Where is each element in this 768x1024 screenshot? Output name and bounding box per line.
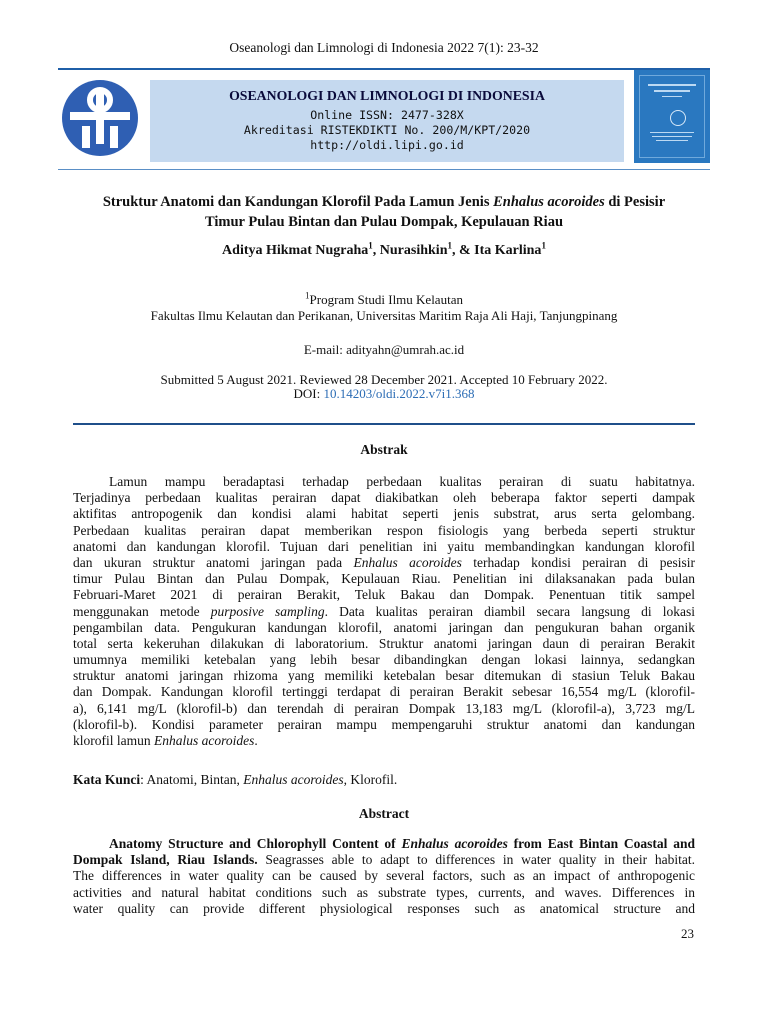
- text-line: [73, 523, 695, 539]
- text-run: terhadap kondisi perairan di pesisir: [461, 554, 695, 570]
- text-run: Anatomy Structure and Chlorophyll Content of: [109, 836, 402, 851]
- text-run: Lamun mampu beradaptasi terhadap perbedaan kualitas perairan di suatu habitatnya.: [109, 474, 695, 489]
- author-affiliation-marker: 1: [541, 240, 546, 251]
- journal-accreditation: Akreditasi RISTEKDIKTI No. 200/M/KPT/2020: [243, 123, 531, 137]
- text-run: The differences in water quality can be caused by several factors, such as an impact of anthropogenic: [73, 868, 695, 884]
- abstrak-body: [73, 474, 695, 749]
- doi-line: [0, 386, 768, 402]
- title-line-2: Timur Pulau Bintan dan Pulau Dompak, Kepulauan Riau: [204, 214, 564, 230]
- text-run: .: [254, 733, 258, 748]
- text-line: [73, 490, 695, 506]
- italic-term: Enhalus acoroides: [401, 836, 508, 851]
- text-run: umumnya memiliki ketebalan yang lebih besar dibandingkan dengan lokasi lainnya, sedangkan: [73, 652, 695, 668]
- journal-banner: [150, 80, 624, 162]
- text-run: water quality can provide different physiological responses such as anatomical structure and: [73, 900, 695, 916]
- text-line: [73, 506, 695, 522]
- text-run: Seagrasses able to adapt to differences in water quality in their habitat.: [257, 852, 695, 868]
- text-line: [73, 555, 695, 571]
- affiliation-marker: 1: [305, 290, 310, 301]
- text-line: [73, 836, 695, 852]
- author-separator: ,: [372, 243, 380, 258]
- text-line: [73, 701, 695, 717]
- text-line: [73, 733, 695, 749]
- header-bottom-rule: [58, 169, 710, 170]
- journal-url[interactable]: http://oldi.lipi.go.id: [310, 138, 464, 152]
- text-line: [73, 668, 695, 684]
- text-line: [73, 604, 695, 620]
- text-line: [73, 717, 695, 733]
- keywords-italic: Enhalus acoroides: [243, 772, 344, 787]
- journal-cover-thumbnail: [634, 70, 710, 163]
- text-line: [73, 636, 695, 652]
- header-rule: [58, 68, 710, 70]
- text-run: total serta kekeruhan dilakukan di laboratorium. Struktur anatomi jaringan daun di perairan Berakit: [73, 635, 695, 651]
- keywords-label: Kata Kunci: [73, 772, 141, 787]
- affiliation-program-text: Program Studi Ilmu Kelautan: [309, 292, 463, 307]
- text-run: pengambilan data. Pengukuran kandungan klorofil, anatomi jaringan dan pengukuran bahan organik: [73, 619, 695, 635]
- text-line: [73, 684, 695, 700]
- keywords-text: : Anatomi, Bintan,: [140, 772, 244, 787]
- text-run: struktur anatomi jaringan rhizoma yang memiliki ketebalan besar ditemukan di stasiun Teluk Bakau: [73, 668, 695, 684]
- text-line: [73, 571, 695, 587]
- text-run: klorofil lamun: [73, 733, 154, 748]
- text-run: (klorofil-b). Kondisi parameter perairan mampu mempengaruhi struktur anatomi dan kandungan: [73, 716, 695, 732]
- text-run: Februari-Maret 2021 di perairan Berakit, Teluk Bakau dan Dompak. Penentuan titik sampel: [73, 587, 695, 603]
- keywords: [73, 772, 695, 788]
- abstract-body: [73, 836, 695, 917]
- text-line: [73, 474, 695, 490]
- text-line: [73, 901, 695, 917]
- author-affiliation-marker: 1: [368, 240, 373, 251]
- affiliation-faculty: Fakultas Ilmu Kelautan dan Perikanan, Universitas Maritim Raja Ali Haji, Tanjungpinang: [150, 308, 618, 323]
- page-number: 23: [681, 926, 694, 941]
- text-run: . Data kualitas perairan diambil secara langsung di lokasi: [324, 603, 696, 619]
- author-name: Ita Karlina: [474, 243, 542, 258]
- title-part: di Pesisir: [604, 194, 666, 210]
- text-run: timur Pulau Bintan dan Pulau Dompak, Kepulauan Riau. Penelitian ini dilaksanakan pada bulan: [73, 571, 695, 587]
- italic-term: Enhalus acoroides: [353, 554, 462, 570]
- text-line: [73, 868, 695, 884]
- text-run: menggunakan metode: [73, 603, 211, 619]
- author-name: Nurasihkin: [379, 243, 448, 258]
- journal-logo-icon: [60, 78, 140, 158]
- abstract-heading: Abstract: [358, 806, 410, 821]
- affiliation-program: [0, 292, 768, 308]
- text-run: dan ukuran struktur anatomi jaringan pada: [73, 554, 354, 570]
- keywords-text: , Klorofil.: [343, 772, 398, 787]
- abstrak-heading: Abstrak: [360, 442, 408, 457]
- title-part: Struktur Anatomi dan Kandungan Klorofil Pada Lamun Jenis: [102, 194, 494, 210]
- text-line: [73, 652, 695, 668]
- italic-term: Enhalus acoroides: [154, 733, 255, 748]
- text-line: [73, 620, 695, 636]
- running-head: Oseanologi dan Limnologi di Indonesia 2022 7(1): 23-32: [229, 40, 539, 55]
- text-line: [73, 587, 695, 603]
- journal-name: OSEANOLOGI DAN LIMNOLOGI DI INDONESIA: [229, 88, 545, 103]
- text-run: anatomi dan kandungan klorofil. Tujuan dari penelitian ini yaitu membandingkan kandungan klorofil: [73, 538, 695, 554]
- doi-link[interactable]: 10.14203/oldi.2022.v7i1.368: [323, 386, 475, 401]
- text-run: Perbedaan kualitas perairan dapat memberikan respon fisiologis yang berbeda seperti struktur: [73, 522, 695, 538]
- text-line: [73, 852, 695, 868]
- title-species: Enhalus acoroides: [493, 194, 605, 210]
- text-line: [73, 885, 695, 901]
- submission-dates: Submitted 5 August 2021. Reviewed 28 December 2021. Accepted 10 February 2022.: [160, 372, 608, 387]
- article-title: [70, 192, 698, 232]
- author-affiliation-marker: 1: [447, 240, 452, 251]
- journal-issn: Online ISSN: 2477-328X: [310, 108, 464, 122]
- text-line: [73, 539, 695, 555]
- author-separator: , &: [451, 243, 475, 258]
- doi-label: DOI:: [293, 386, 324, 401]
- text-run: Dompak Island, Riau Islands.: [73, 852, 258, 868]
- text-run: aktifitas antropogenik dan kondisi alami habitat seperti jenis substrat, arus serta gelombang.: [73, 506, 695, 522]
- section-divider: [73, 423, 695, 425]
- author-list: [0, 240, 768, 259]
- text-run: dan Dompak. Kandungan klorofil tertinggi terdapat di perairan Berakit sebesar 16,554 mg/L (klorofil-: [73, 684, 695, 700]
- text-run: from East Bintan Coastal and: [507, 836, 695, 851]
- author-name: Aditya Hikmat Nugraha: [222, 243, 369, 258]
- italic-term: purposive sampling: [210, 603, 325, 619]
- text-run: activities and natural habitat conditions such as substrate types, currents, and waves. Differences in: [73, 884, 695, 900]
- text-run: Terjadinya perbedaan kualitas perairan dapat diakibatkan oleh beberapa faktor seperti dampak: [73, 490, 695, 506]
- text-run: a), 6,141 mg/L (klorofil-b) dan terendah di perairan Dompak 13,183 mg/L (klorofil-a), 3,723 mg/L: [73, 700, 695, 716]
- contact-email[interactable]: E-mail: adityahn@umrah.ac.id: [303, 342, 465, 357]
